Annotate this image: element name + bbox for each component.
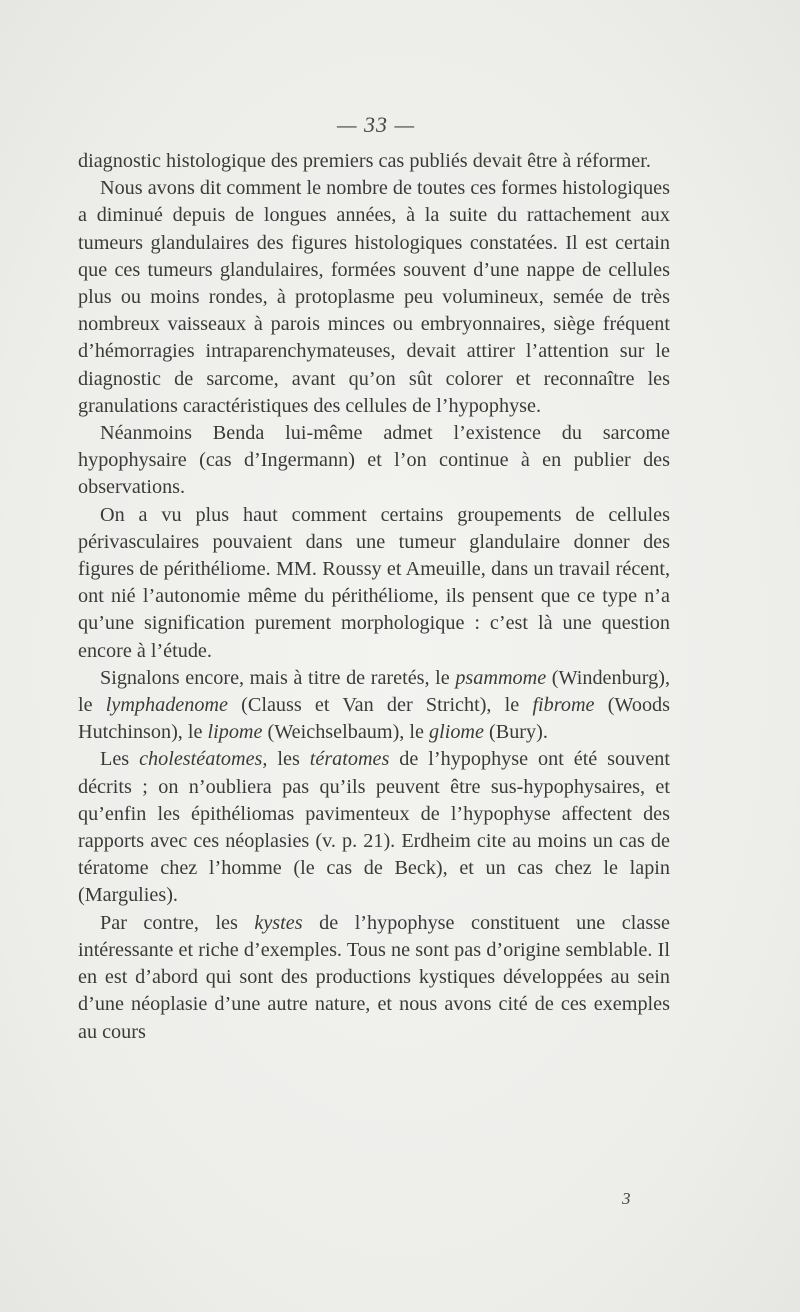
text-run: Les bbox=[100, 748, 140, 771]
text-run: les bbox=[267, 748, 310, 771]
term-fibrome: fibrome bbox=[532, 694, 595, 717]
text-run: de l’hypophyse constituent une classe intéressante et riche d’exemples. Tous ne sont pas d’origine semblable. Il en est d’abord qui sont des productions kystiques développées au sein d’une néoplasie d’une autre nature, et nous avons cité de ces exemples au cours bbox=[78, 911, 670, 1043]
text-run: (Woods Hutchinson), le bbox=[78, 694, 671, 744]
paragraph-perithelioma: On a vu plus haut comment certains groupements de cellules périvasculaires pouvaient dans une tumeur glandulaire donner des figures de périthéliome. MM. Roussy et Ameuille, dans un travail récent, ont nié l’autonomie même du périthéliome, ils pensent que ce type n’a qu’une signification purement morphologique : c’est là une question encore à l’étude. bbox=[78, 503, 670, 662]
term-psammome: psammome bbox=[455, 666, 547, 689]
paragraph-cholesteatomes bbox=[78, 746, 670, 909]
paragraph-continuation: diagnostic histologique des premiers cas publiés devait être à réformer. bbox=[78, 150, 651, 172]
page-number: — 33 — bbox=[336, 112, 416, 137]
paragraph-kystes bbox=[78, 910, 670, 1046]
paragraph-benda: Néanmoins Benda lui-même admet l’existence du sarcome hypophysaire (cas d’Ingermann) et l’on continue à en publier des observations. bbox=[78, 422, 670, 499]
term-lipome: lipome bbox=[207, 721, 263, 744]
term-teratomes: tératomes bbox=[309, 748, 390, 771]
signature-mark: 3 bbox=[622, 1189, 631, 1208]
term-cholesteatomes: cholestéatomes, bbox=[139, 748, 268, 771]
text-run: (Clauss et Van der Stricht), le bbox=[227, 694, 533, 717]
term-kystes: kystes bbox=[254, 911, 303, 934]
text-run: Par contre, les bbox=[100, 911, 255, 934]
text-run: Signalons encore, mais à titre de raretés, le bbox=[100, 666, 456, 689]
paragraph-rare-tumors bbox=[78, 665, 670, 747]
text-run: de l’hypophyse ont été souvent décrits ; on n’oubliera pas qu’ils peuvent être sus-hypophysaires, et qu’enfin les épithéliomas pavimenteux de l’hypophyse affectent des rapports avec ces néoplasies (v. p. 21). Erdheim cite au moins un cas de tératome chez l’homme (le cas de Beck), et un cas chez le lapin (Margulies). bbox=[78, 748, 670, 907]
paragraph-histology-forms: Nous avons dit comment le nombre de toutes ces formes histologiques a diminué depuis de longues années, à la suite du rattachement aux tumeurs glandulaires des figures histologiques constatées. Il est certain que ces tumeurs glandulaires, formées souvent d’une nappe de cellules plus ou moins rondes, à protoplasme peu volumineux, semée de très nombreux vaisseaux à parois minces ou embryonnaires, siège fréquent d’hémorragies intraparenchymateuses, devait attirer l’attention sur le diagnostic de sarcome, avant qu’on sût colorer et reconnaître les granulations caractéristiques des cellules de l’hypophyse. bbox=[78, 177, 670, 417]
term-lymphadenome: lymphadenome bbox=[105, 694, 228, 717]
text-run: (Bury). bbox=[483, 721, 548, 744]
text-run: (Weichselbaum), le bbox=[262, 721, 430, 744]
body-text bbox=[78, 148, 670, 1046]
term-gliome: gliome bbox=[429, 721, 484, 744]
text-run: (Windenburg), le bbox=[78, 666, 670, 717]
